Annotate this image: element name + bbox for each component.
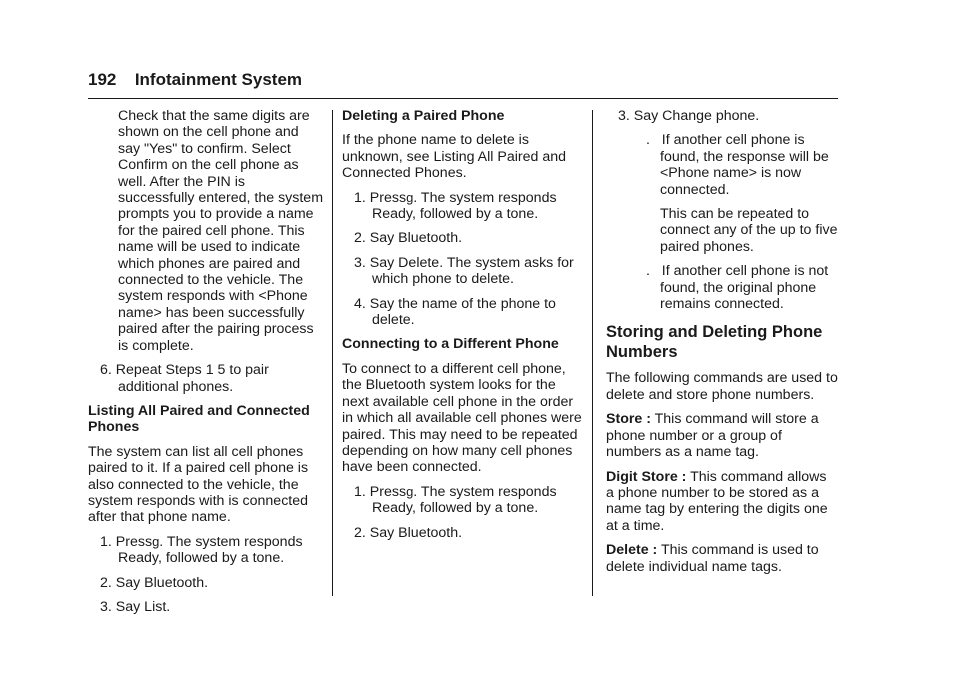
digit-store-command — [606, 469, 838, 535]
store-command — [606, 411, 838, 460]
step-text: . The system responds Ready, followed by a tone. — [118, 533, 303, 567]
listing-heading: Listing All Paired and Connected Phones — [88, 402, 310, 436]
storing-paragraph: The following commands are used to delete and store phone numbers. — [606, 370, 838, 403]
bullet-not-found — [606, 263, 838, 312]
step-text: Say Bluetooth. — [369, 524, 463, 541]
step-text: . The system responds Ready, followed by a tone. — [372, 483, 557, 517]
delete-step-1 — [342, 190, 582, 223]
deleting-paragraph: If the phone name to delete is unknown, see Listing All Paired and Connected Phones. — [342, 132, 566, 182]
bullet-marker: . — [646, 263, 650, 280]
step-number: 1. — [354, 483, 366, 500]
bullet-text: If another cell phone is not found, the original phone remains connected. — [660, 263, 829, 313]
voice-button-icon: g — [406, 189, 414, 205]
command-text: This command allows a phone number to be stored as a name tag by entering the digits one at a time. — [606, 468, 828, 534]
step-number: 4. — [354, 295, 366, 312]
column-divider-1 — [332, 110, 333, 596]
command-label: Store : — [606, 411, 651, 428]
step-text: Say Change phone. — [633, 108, 760, 124]
page-header — [88, 70, 838, 90]
step-text: Press — [369, 189, 407, 206]
step-text: Press — [369, 483, 407, 500]
storing-heading: Storing and Deleting Phone Numbers — [606, 323, 823, 362]
command-label: Digit Store : — [606, 468, 687, 485]
command-label: Delete : — [606, 542, 658, 559]
connect-step-1 — [342, 484, 582, 517]
connect-step-3 — [606, 108, 838, 124]
command-text: This command will store a phone number or a group of numbers as a name tag. — [606, 411, 819, 461]
step-text: Repeat Steps 1 5 to pair additional phones. — [115, 362, 269, 395]
step-6 — [88, 362, 324, 395]
step-number: 1. — [100, 533, 112, 550]
voice-button-icon: g — [406, 483, 414, 499]
delete-step-4 — [342, 296, 582, 329]
deleting-heading: Deleting a Paired Phone — [342, 108, 505, 124]
listing-step-2 — [88, 575, 324, 591]
delete-step-3 — [342, 255, 582, 288]
step-number: 2. — [354, 230, 366, 247]
step-text: Press — [115, 533, 153, 550]
delete-step-2 — [342, 230, 582, 246]
column-3 — [606, 108, 838, 583]
connecting-heading: Connecting to a Different Phone — [342, 336, 559, 353]
step-number: 3. — [100, 598, 112, 615]
step-text: . The system responds Ready, followed by a tone. — [372, 189, 557, 223]
connect-step-2 — [342, 525, 582, 541]
column-divider-2 — [592, 110, 593, 596]
step-text: Say List. — [115, 598, 171, 615]
page-number: 192 — [88, 70, 117, 89]
connecting-paragraph: To connect to a different cell phone, the Bluetooth system looks for the next available cell phone in the order in which all available cell phones were paired. This may need to be repeated depending on how many cell phones have been connected. — [342, 360, 582, 476]
voice-button-icon: g — [152, 533, 160, 549]
step-number: 2. — [354, 524, 366, 541]
step-text: Say Bluetooth. — [115, 574, 209, 591]
pin-confirm-text: Check that the same digits are shown on the cell phone and say "Yes" to confirm. Select Confirm on the cell phone as well. After the PIN is successfully entered, the system prompts you to provide a name for the paired cell phone. This name will be used to indicate which phones are paired and connected to the vehicle. The system responds with <Phone name> has been successfully paired after the pairing process is complete. — [118, 108, 324, 354]
listing-paragraph: The system can list all cell phones paired to it. If a paired cell phone is also connected to the vehicle, the system responds with is connected after that phone name. — [88, 443, 309, 526]
listing-step-3 — [88, 599, 324, 615]
command-text: This command is used to delete individual name tags. — [606, 542, 819, 575]
step-number: 2. — [100, 574, 112, 591]
column-1 — [88, 108, 324, 623]
delete-command — [606, 542, 838, 575]
step-text: Say Delete. The system asks for which phone to delete. — [369, 254, 574, 288]
column-2 — [342, 108, 582, 549]
step-number: 3. — [618, 108, 630, 124]
bullet-found-continued: This can be repeated to connect any of the up to five paired phones. — [660, 206, 838, 255]
bullet-marker: . — [646, 132, 650, 149]
step-text: Say the name of the phone to delete. — [369, 295, 556, 329]
bullet-found — [606, 132, 838, 198]
step-text: Say Bluetooth. — [369, 230, 463, 247]
step-number: 6. — [100, 362, 112, 379]
header-rule — [88, 98, 838, 99]
step-number: 3. — [354, 254, 366, 271]
listing-step-1 — [88, 534, 324, 567]
step-number: 1. — [354, 189, 366, 206]
section-title: Infotainment System — [134, 70, 303, 89]
bullet-text: If another cell phone is found, the response will be <Phone name> is now connected. — [660, 132, 829, 198]
